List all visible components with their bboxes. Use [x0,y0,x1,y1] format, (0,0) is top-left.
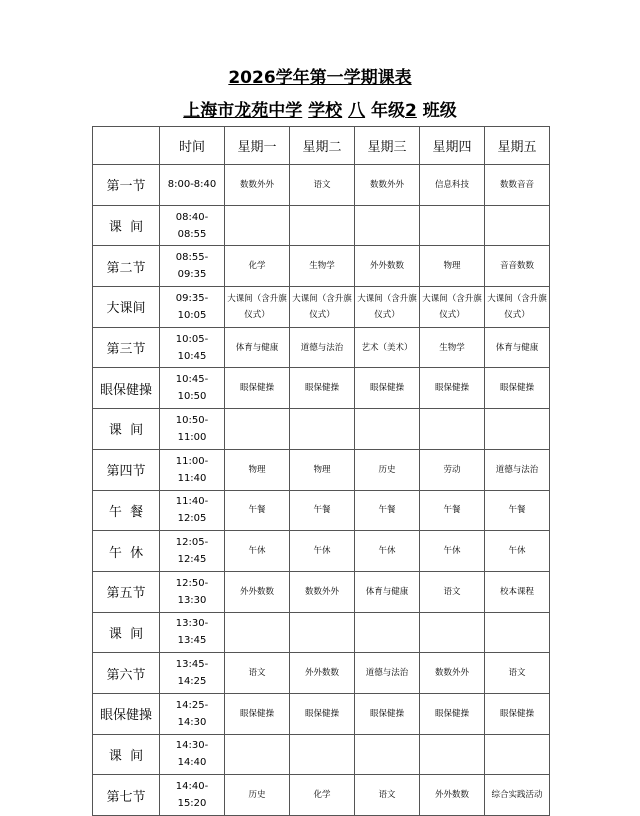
subject-cell: 眼保健操 [290,368,355,409]
subject-cell: 眼保健操 [225,368,290,409]
period-time [160,734,225,775]
schedule-row [93,531,550,572]
subject-cell [485,612,550,653]
period-name: 眼保健操 [93,368,160,409]
period-time [160,368,225,409]
time-end: 11:40 [177,472,207,484]
subject-cell: 午休 [420,531,485,572]
subject-cell: 午餐 [225,490,290,531]
time-start: 10:50- [175,414,209,426]
subject-cell [355,734,420,775]
subject-cell [225,734,290,775]
subject-cell: 眼保健操 [225,693,290,734]
period-name: 第三节 [93,327,160,368]
schedule-row [93,612,550,653]
time-start: 11:00- [175,455,209,467]
subject-cell: 大课间（含升旗仪式） [420,287,485,328]
schedule-row [93,734,550,775]
subject-cell: 体育与健康 [485,327,550,368]
time-start: 09:35- [175,292,209,304]
class-number: 2 [405,101,417,121]
subject-cell [225,612,290,653]
school-name: 上海市龙苑中学 [183,101,303,121]
period-time [160,449,225,490]
period-name: 第四节 [93,449,160,490]
time-start: 14:25- [175,699,209,711]
period-time [160,653,225,694]
subject-cell: 物理 [225,449,290,490]
schedule-row [93,327,550,368]
subject-cell: 午休 [225,531,290,572]
period-name: 第七节 [93,775,160,816]
subject-cell: 眼保健操 [485,368,550,409]
time-end: 11:00 [177,431,207,443]
time-end: 14:30 [177,716,207,728]
subject-cell: 综合实践活动 [485,775,550,816]
subject-cell: 物理 [420,246,485,287]
period-name: 大课间 [93,287,160,328]
subject-cell [485,205,550,246]
time-start: 12:50- [175,577,209,589]
schedule-row [93,409,550,450]
time-start: 11:40- [175,496,209,508]
subject-cell: 午餐 [355,490,420,531]
time-start: 13:30- [175,618,209,630]
subject-cell: 外外数数 [355,246,420,287]
subject-cell: 数数外外 [290,571,355,612]
subject-cell [355,205,420,246]
subject-cell: 眼保健操 [355,368,420,409]
subject-cell: 外外数数 [290,653,355,694]
time-end: 10:45 [177,350,207,362]
period-time [160,612,225,653]
period-time: 8:00-8:40 [160,165,225,206]
schedule-body [93,165,550,816]
period-name: 第一节 [93,165,160,206]
subject-cell: 物理 [290,449,355,490]
header-day-mon: 星期一 [225,127,290,165]
subject-cell [290,734,355,775]
subject-cell: 午休 [290,531,355,572]
subject-cell [420,612,485,653]
schedule-row [93,165,550,206]
subject-cell: 午餐 [420,490,485,531]
time-start: 08:40- [175,211,209,223]
time-end: 10:05 [177,309,207,321]
subject-cell: 大课间（含升旗仪式） [290,287,355,328]
time-start: 14:40- [175,781,209,793]
time-end: 14:25 [177,676,207,688]
period-time [160,327,225,368]
subject-cell: 数数外外 [225,165,290,206]
subject-cell [420,205,485,246]
period-time [160,531,225,572]
subject-cell [355,612,420,653]
header-day-tue: 星期二 [290,127,355,165]
subject-cell: 艺术（美术） [355,327,420,368]
schedule-row [93,490,550,531]
schedule-table [92,126,550,816]
period-time [160,693,225,734]
time-end: 09:35 [177,269,207,281]
subject-cell: 眼保健操 [290,693,355,734]
time-end: 12:05 [177,513,207,525]
subject-cell [290,409,355,450]
period-time [160,287,225,328]
period-name: 课 间 [93,734,160,775]
schedule-row [93,287,550,328]
header-time: 时间 [160,127,225,165]
subject-cell: 体育与健康 [355,571,420,612]
subject-cell: 化学 [225,246,290,287]
period-time [160,571,225,612]
header-corner [93,127,160,165]
time-start: 13:45- [175,659,209,671]
subject-cell: 音音数数 [485,246,550,287]
subject-cell: 校本课程 [485,571,550,612]
subject-cell: 大课间（含升旗仪式） [225,287,290,328]
time-end: 13:30 [177,594,207,606]
subject-cell: 数数音音 [485,165,550,206]
subject-cell [290,205,355,246]
subject-cell: 外外数数 [420,775,485,816]
subject-cell: 语文 [355,775,420,816]
period-name: 课 间 [93,409,160,450]
header-day-fri: 星期五 [485,127,550,165]
subject-cell: 大课间（含升旗仪式） [355,287,420,328]
subject-cell: 眼保健操 [355,693,420,734]
subject-cell: 午餐 [485,490,550,531]
period-name: 第六节 [93,653,160,694]
subject-cell [225,409,290,450]
subject-cell: 语文 [225,653,290,694]
period-name: 课 间 [93,205,160,246]
schedule-row [93,653,550,694]
header-day-wed: 星期三 [355,127,420,165]
schedule-row [93,693,550,734]
subject-cell [485,409,550,450]
subject-cell: 数数外外 [355,165,420,206]
period-name: 眼保健操 [93,693,160,734]
time-start: 14:30- [175,740,209,752]
subject-cell [225,205,290,246]
time-end: 13:45 [177,635,207,647]
subject-cell: 眼保健操 [420,368,485,409]
subject-cell [355,409,420,450]
grade-value: 八 [348,101,366,121]
subject-cell: 历史 [225,775,290,816]
period-name: 午 餐 [93,490,160,531]
time-end: 15:20 [177,798,207,810]
subject-cell: 语文 [290,165,355,206]
schedule-row [93,205,550,246]
subject-cell: 道德与法治 [290,327,355,368]
subject-cell [485,734,550,775]
schedule-row [93,571,550,612]
subject-cell [420,734,485,775]
time-end: 12:45 [177,554,207,566]
header-row [93,127,550,165]
time-end: 14:40 [177,757,207,769]
subject-cell: 午休 [355,531,420,572]
period-name: 第二节 [93,246,160,287]
subject-cell: 信息科技 [420,165,485,206]
subject-cell: 劳动 [420,449,485,490]
header-day-thu: 星期四 [420,127,485,165]
period-time [160,409,225,450]
schedule-row [93,775,550,816]
time-end: 10:50 [177,391,207,403]
subject-cell: 道德与法治 [485,449,550,490]
subject-cell: 语文 [485,653,550,694]
schedule-row [93,449,550,490]
period-time [160,775,225,816]
time-end: 08:55 [177,228,207,240]
subject-cell [420,409,485,450]
class-suffix: 班级 [422,101,457,121]
time-start: 10:45- [175,374,209,386]
period-time [160,490,225,531]
subject-cell: 外外数数 [225,571,290,612]
page-title-text: 2026学年第一学期课表 [228,68,412,88]
subject-cell: 道德与法治 [355,653,420,694]
subject-cell [290,612,355,653]
period-name: 课 间 [93,612,160,653]
subject-cell: 体育与健康 [225,327,290,368]
subject-cell: 语文 [420,571,485,612]
schedule-row [93,368,550,409]
grade-suffix: 年级 [371,101,405,121]
page-title [0,68,640,88]
period-time [160,205,225,246]
period-time [160,246,225,287]
subject-cell: 数数外外 [420,653,485,694]
subject-cell: 午休 [485,531,550,572]
subject-cell: 生物学 [290,246,355,287]
subject-cell: 生物学 [420,327,485,368]
time-start: 12:05- [175,537,209,549]
period-name: 第五节 [93,571,160,612]
schedule-row [93,246,550,287]
subject-cell: 眼保健操 [485,693,550,734]
subject-cell: 午餐 [290,490,355,531]
subject-cell: 历史 [355,449,420,490]
subject-cell: 大课间（含升旗仪式） [485,287,550,328]
subject-cell: 眼保健操 [420,693,485,734]
period-name: 午 休 [93,531,160,572]
class-subtitle [0,101,640,121]
time-start: 08:55- [175,252,209,264]
school-suffix: 学校 [308,101,343,121]
subject-cell: 化学 [290,775,355,816]
time-start: 10:05- [175,333,209,345]
